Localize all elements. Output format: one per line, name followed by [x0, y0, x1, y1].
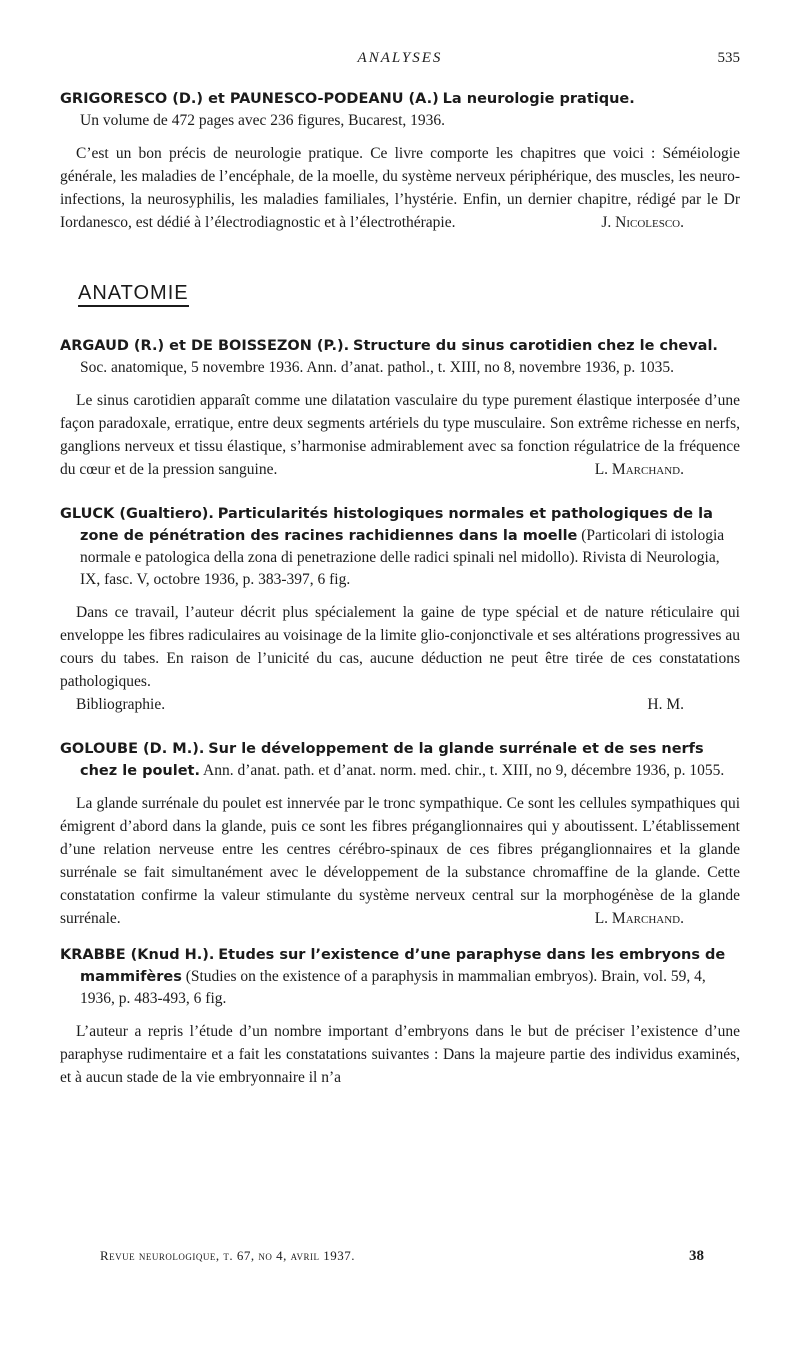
authors: GOLOUBE (D. M.).: [60, 741, 205, 757]
authors: GRIGORESCO (D.) et PAUNESCO-PODEANU (A.): [60, 91, 439, 107]
section-heading: ANATOMIE: [60, 282, 740, 305]
article-title: Etudes sur l’existence d’une paraphyse dans les embryons de mammifères: [80, 947, 726, 985]
review-entry: [60, 335, 740, 481]
sheet-number: 38: [689, 1248, 704, 1264]
signature: L. Marchand.: [594, 910, 684, 927]
reference: [60, 503, 740, 591]
citation: Ann. d’anat. path. et d’anat. norm. med. chir., t. XIII, no 9, décembre 1936, p. 1055.: [203, 762, 725, 779]
authors: GLUCK (Gualtiero).: [60, 506, 214, 522]
journal-info: Revue neurologique, t. 67, no 4, avril 1937.: [100, 1248, 355, 1263]
review-entry: [60, 738, 740, 930]
abstract: Dans ce travail, l’auteur décrit plus spécialement la gaine de type spécial et de nature réticulaire qui enveloppe les fibres radiculaires au voisinage de la limite glio-conjonctivale et ses altérations progressives au cours du tabes. En raison de l’unicité du cas, aucune déduction ne peut être tirée de ces constatations pathologiques.: [60, 604, 740, 690]
abstract: La glande surrénale du poulet est innervée par le tronc sympathique. Ce sont les cellules sympathiques qui émigrent d’abord dans la glande, puis ce sont les fibres préganglionnaires qui y aboutissent. L’établissement d’une relation nerveuse entre les centres cérébro-spinaux de ces fibres préganglionnaires et la glande surrénale se fait simultanément avec le développement de la substance chromaffine de la glande. Cette constatation confirme la valeur stimulante du système nerveux central sur la morphogénèse de la glande surrénale. L. Marchand.: [60, 792, 740, 930]
article-title: Particularités histologiques normales et pathologiques de la zone de pénétration des racines rachidiennes dans la moelle: [80, 506, 713, 544]
authors: ARGAUD (R.) et DE BOISSEZON (P.).: [60, 338, 350, 354]
reference: [60, 738, 740, 782]
signature: L. Marchand.: [594, 461, 684, 478]
abstract: Le sinus carotidien apparaît comme une dilatation vasculaire du type purement élastique interposée d’une façon paradoxale, erratique, entre deux segments artériels du type musculaire. Son extrême richesse en nerfs, ganglions nerveux et tissu élastique, s’harmonise admirablement avec sa fonction régulatrice de la fréquence du cœur et de la pression sanguine. L. Marchand.: [60, 389, 740, 481]
citation: (Particolari di istologia normale e patologica della zona di penetrazione delle radici spinali nel midollo). Rivista di Neurologia, IX, fasc. V, octobre 1936, p. 383-397, 6 fig.: [80, 527, 725, 588]
signature-line: [60, 693, 740, 716]
article-title: La neurologie pratique.: [442, 91, 635, 107]
reference: [60, 944, 740, 1010]
signature: H. M.: [647, 696, 684, 713]
reference: [60, 335, 740, 379]
signature: J. Nicolesco.: [601, 214, 684, 231]
citation: (Studies on the existence of a paraphysis in mammalian embryos). Brain, vol. 59, 4, 1936, p. 483-493, 6 fig.: [80, 968, 706, 1007]
page-footer: [100, 1248, 704, 1265]
review-entry: [60, 88, 740, 234]
authors: KRABBE (Knud H.).: [60, 947, 215, 963]
bibliography-note: Bibliographie.: [76, 696, 166, 713]
review-entry: [60, 503, 740, 716]
reference: [60, 88, 740, 132]
running-head: [60, 50, 740, 74]
page-number: 535: [717, 50, 740, 66]
abstract: C’est un bon précis de neurologie pratique. Ce livre comporte les chapitres que voici : Séméiologie générale, les maladies de l’encéphale, de la moelle, du système nerveux périphérique, des muscles, les neuro-infections, la neurosyphilis, les maladies familiales, l’hystérie. Enfin, un dernier chapitre, rédigé par le Dr Iordanesco, est dédié à l’électrodiagnostic et à l’électrothérapie. J. Nicolesco.: [60, 142, 740, 234]
review-entry: [60, 944, 740, 1089]
citation: Un volume de 472 pages avec 236 figures, Bucarest, 1936.: [80, 112, 446, 129]
running-title: ANALYSES: [357, 50, 443, 66]
abstract: L’auteur a repris l’étude d’un nombre important d’embryons dans le but de préciser l’existence d’une paraphyse rudimentaire et a fait les constatations suivantes : Dans la majeure partie des individus examinés, et à aucun stade de la vie embryonnaire il n’a: [60, 1023, 740, 1086]
citation: Soc. anatomique, 5 novembre 1936. Ann. d’anat. pathol., t. XIII, no 8, novembre 1936, p. 1035.: [80, 359, 675, 376]
page: [60, 50, 740, 1089]
article-title: Structure du sinus carotidien chez le cheval.: [353, 338, 718, 354]
article-title: Sur le développement de la glande surrénale et de ses nerfs chez le poulet.: [80, 741, 704, 779]
